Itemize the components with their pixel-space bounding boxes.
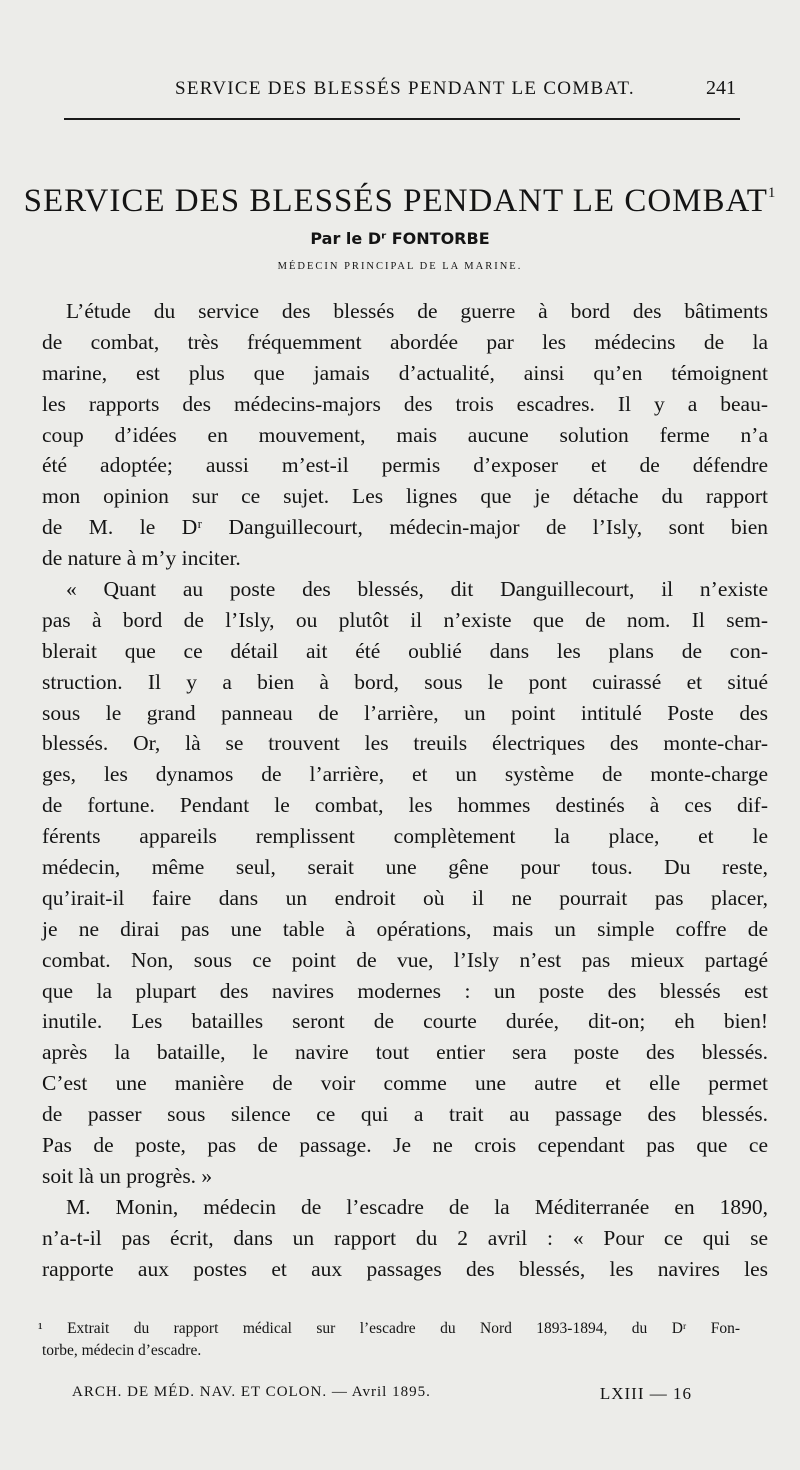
body-line: Pas de poste, pas de passage. Je ne crois cependant pas que ce	[42, 1133, 768, 1158]
body-line: de fortune. Pendant le combat, les hommes destinés à ces dif-	[42, 793, 768, 818]
body-line: été adoptée; aussi m’est-il permis d’exposer et de défendre	[42, 453, 768, 478]
body-line: de passer sous silence ce qui a trait au passage des blessés.	[42, 1102, 768, 1127]
body-line: marine, est plus que jamais d’actualité, ainsi qu’en témoignent	[42, 360, 768, 385]
article-body	[42, 296, 768, 1285]
body-line: que la plupart des navires modernes : un poste des blessés est	[42, 978, 768, 1003]
body-line: inutile. Les batailles seront de courte durée, dit-on; eh bien!	[42, 1009, 768, 1034]
body-line: soit là un progrès. »	[42, 1163, 213, 1188]
article-title	[0, 175, 800, 219]
body-line: blerait que ce détail ait été oublié dans les plans de con-	[42, 638, 768, 663]
body-line: après la bataille, le navire tout entier sera poste des blessés.	[42, 1040, 768, 1065]
body-line: mon opinion sur ce sujet. Les lignes que je détache du rapport	[42, 484, 768, 509]
body-line: blessés. Or, là se trouvent les treuils électriques des monte-char-	[42, 731, 768, 756]
running-title: SERVICE DES BLESSÉS PENDANT LE COMBAT.	[175, 78, 635, 99]
body-line: struction. Il y a bien à bord, sous le pont cuirassé et situé	[42, 669, 768, 694]
footnote-line: ¹ Extrait du rapport médical sur l’escadre du Nord 1893-1894, du Dʳ Fon-	[38, 1320, 740, 1337]
body-line: ges, les dynamos de l’arrière, et un système de monte-charge	[42, 762, 768, 787]
body-line: les rapports des médecins-majors des trois escadres. Il y a beau-	[42, 391, 768, 416]
author-title: MÉDECIN PRINCIPAL DE LA MARINE.	[277, 261, 523, 272]
body-line: je ne dirai pas une table à opérations, mais un simple coffre de	[42, 916, 768, 941]
body-line: férents appareils remplissent complètement la place, et le	[42, 824, 768, 849]
page-number: 241	[706, 77, 736, 99]
body-line: rapporte aux postes et aux passages des blessés, les navires les	[42, 1256, 768, 1281]
body-line: pas à bord de l’Isly, ou plutôt il n’existe que de nom. Il sem-	[42, 607, 768, 632]
body-line: « Quant au poste des blessés, dit Danguillecourt, il n’existe	[66, 577, 768, 602]
signature-mark: LXIII — 16	[599, 1384, 692, 1403]
header-rule	[64, 118, 740, 120]
article-title-text: SERVICE DES BLESSÉS PENDANT LE COMBAT	[23, 183, 768, 219]
page-footer	[72, 1384, 692, 1410]
body-line: combat. Non, sous ce point de vue, l’Isly n’est pas mieux partagé	[42, 947, 768, 972]
body-line: de nature à m’y inciter.	[42, 546, 241, 571]
body-line: qu’irait-il faire dans un endroit où il ne pourrait pas placer,	[42, 885, 768, 910]
body-line: sous le grand panneau de l’arrière, un point intitulé Poste des	[42, 700, 768, 725]
body-line: n’a-t-il pas écrit, dans un rapport du 2 avril : « Pour ce qui se	[42, 1225, 768, 1250]
body-line: L’étude du service des blessés de guerre à bord des bâtiments	[66, 299, 768, 323]
body-line: C’est une manière de voir comme une autre et elle permet	[42, 1071, 768, 1096]
body-line: M. Monin, médecin de l’escadre de la Méditerranée en 1890,	[66, 1194, 768, 1219]
body-line: de M. le Dʳ Danguillecourt, médecin-major de l’Isly, sont bien	[42, 515, 768, 540]
footnote-mark: 1	[767, 185, 777, 201]
body-line: de combat, très fréquemment abordée par les médecins de la	[42, 329, 768, 354]
footnote	[38, 1318, 740, 1362]
journal-citation: ARCH. DE MÉD. NAV. ET COLON. — Avril 1895.	[72, 1384, 431, 1400]
byline: Par le Dʳ FONTORBE	[310, 229, 490, 248]
footnote-line: torbe, médecin d’escadre.	[42, 1342, 202, 1359]
body-line: médecin, même seul, serait une gêne pour tous. Du reste,	[42, 855, 768, 880]
running-header	[60, 74, 740, 104]
body-line: coup d’idées en mouvement, mais aucune solution ferme n’a	[42, 422, 768, 447]
